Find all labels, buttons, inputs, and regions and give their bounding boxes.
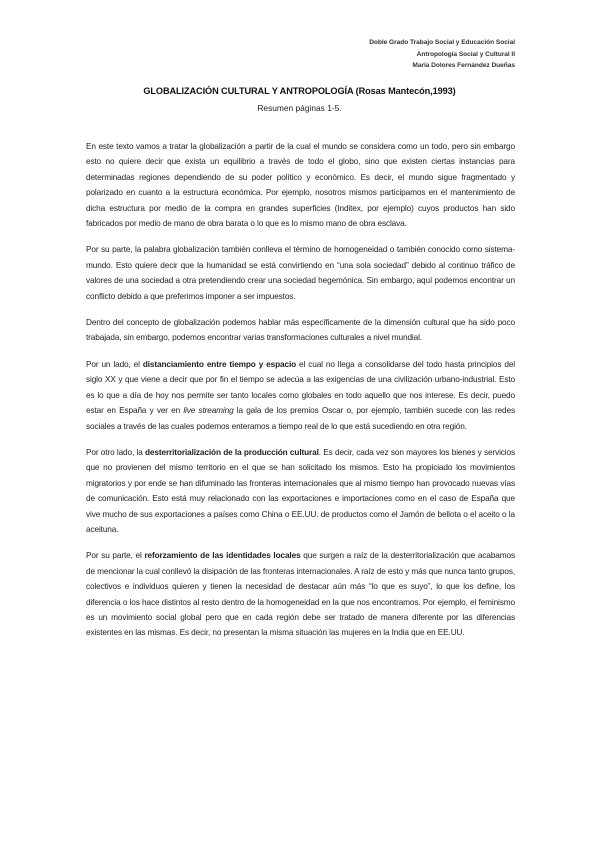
header-author: María Dolores Fernández Dueñas [412, 62, 515, 69]
document-subtitle: Resumen páginas 1-5. [257, 103, 342, 113]
document-title: GLOBALIZACIÓN CULTURAL Y ANTROPOLOGÍA (Rosas Mantecón,1993) [143, 86, 456, 96]
paragraph-4-text-e: la gala de los premios Oscar o, por ejemplo, también sucede con las redes sociales a través de las cuales podemos enteramos a tiempo real de lo que está sucediendo en otra región. [86, 406, 515, 431]
paragraph-4-italic-term: live streaming [183, 406, 234, 416]
paragraph-4-bold-term: distanciamiento entre tiempo y espacio [142, 359, 297, 369]
paragraph-6-text-a: Por su parte, el [86, 551, 145, 561]
paragraph-5-text-a: Por otro lado, la [86, 447, 145, 457]
paragraph-2: Por su parte, la palabra globalización también conlleva el término de homogeneidad o también conocido como sistema-mundo. Esto quiere decir que la humanidad se está convirtiendo en “una sola sociedad” debido al continuo tráfico de valores de una sociedad a otra pretendiendo crear una sociedad hegemónica. Sin embargo, aquí podemos encontrar un conflicto debido a que preferimos imponer a ser impuestos. [86, 245, 515, 301]
paragraph-6 [86, 548, 515, 640]
document-header [369, 37, 515, 72]
paragraph-4-text-c: el cual no llega a consolidarse del todo hasta principios del siglo XX y que viene a decir que por fin el tiempo se adecúa a las exigencias de una civilización urbano-industrial. Esto es lo que a día de hoy nos permite ser tanto locales como globales en todo aquello que nos interese. Es decir, puedo estar en España y ver en [86, 359, 515, 416]
paragraph-5 [86, 445, 515, 537]
paragraph-6-text-c: que surgen a raíz de la desterritorialización que acabamos de mencionar la cual conllevó la disipación de las fronteras internacionales. A raíz de esto y más que nunca tanto grupos, colectivos e individuos quieren y tienen la necesidad de destacar aún más “lo que es suyo”, lo que los define, los diferencia o los hace distintos al resto dentro de la homogeneidad en la que nos encontramos. Por ejemplo, el feminismo es un movimiento social global pero que en cada región debe ser tratado de manera diferente por las diferencias existentes en las mismas. Es decir, no presentan la misma situación las mujeres en la India que en EE.UU. [86, 551, 515, 638]
document-body [86, 139, 515, 652]
paragraph-5-text-c: . Es decir, cada vez son mayores los bienes y servicios que no provienen del mismo territorio en el que se han solicitado los mismos. Esto ha propiciado los movimientos migratorios y por ende se han difuminado las fronteras internacionales que al mismo tiempo han provocado nuevas vías de comunicación. Esto está muy relacionado con las exportaciones e importaciones como en el caso de España que vive mucho de sus exportaciones a países como China o EE.UU. de productos como el Jamón de bellota o el aceito o la aceituna. [86, 447, 515, 534]
header-degree: Doble Grado Trabajo Social y Educación Social [369, 39, 515, 46]
paragraph-6-bold-term: reforzamiento de las identidades locales [144, 551, 301, 561]
paragraph-5-bold-term: desterritorialización de la producción cultural [145, 447, 319, 457]
paragraph-4 [86, 357, 515, 434]
header-course: Antropología Social y Cultural II [416, 50, 515, 58]
paragraph-1: En este texto vamos a tratar la globalización a partir de la cual el mundo se considera como un todo, pero sin embargo esto no quiere decir que exista un equilibrio a través de todo el globo, sino que existen ciertas instancias para determinadas regiones dependiendo de su poder político y económico. Es decir, el mundo sigue fragmentado y polarizado en cuanto a la estructura económica. Por ejemplo, nosotros mismos participamos en el mantenimiento de dicha estructura por medio de la compra en grandes superficies (Inditex, por ejemplo) cuyos productos han sido fabricados por medio de mano de obra barata o lo que es lo mismo mano de obra esclava. [86, 142, 515, 229]
paragraph-3: Dentro del concepto de globalización podemos hablar más específicamente de la dimensión cultural que ha sido poco trabajada, sin embargo, podemos encontrar varias transformaciones culturales a nivel mundial. [86, 318, 515, 343]
paragraph-4-text-a: Por un lado, el [86, 359, 143, 369]
